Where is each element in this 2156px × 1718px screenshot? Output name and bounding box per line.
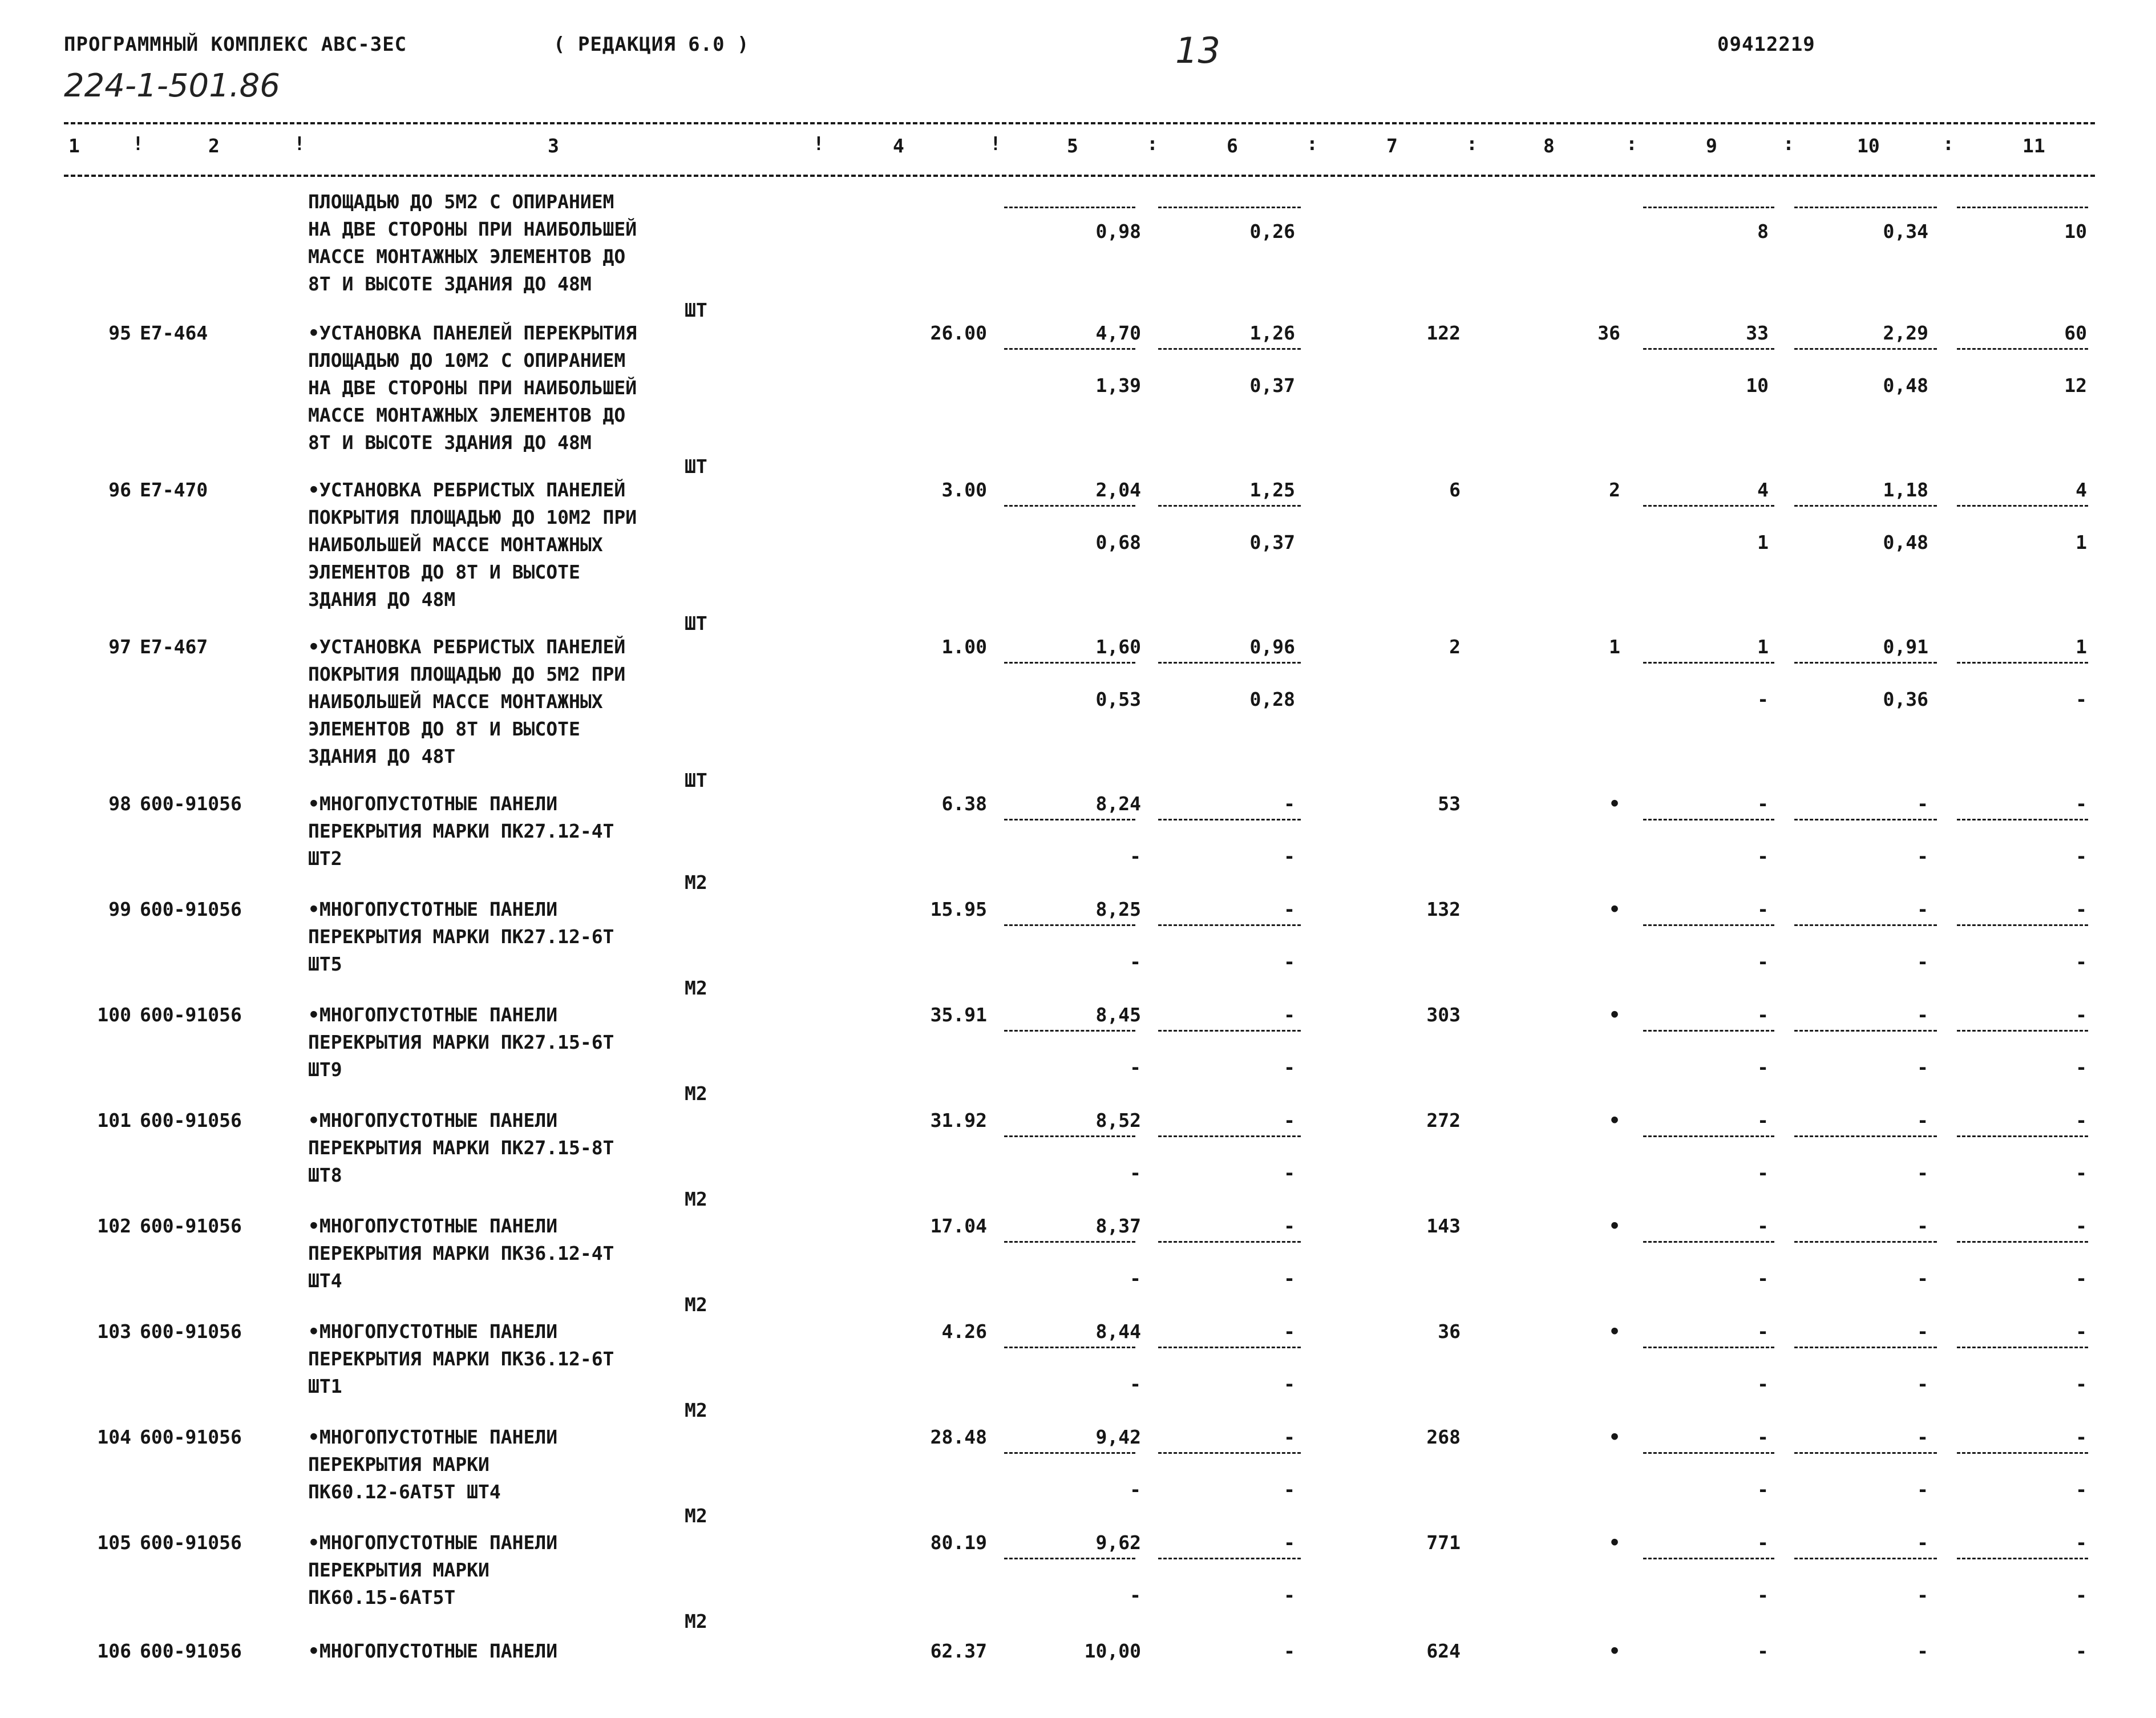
cell-c11: 1 xyxy=(2076,636,2087,658)
cell-divider xyxy=(1004,207,1135,208)
page-number: 13 xyxy=(1175,30,1220,71)
cell-c6: - xyxy=(1284,793,1295,815)
cell-c11: - xyxy=(2076,1109,2087,1131)
row-code: Е7-464 xyxy=(140,322,208,344)
cell-c11b: - xyxy=(2076,1373,2087,1395)
cell-divider xyxy=(1643,1135,1774,1137)
cell-c6b: - xyxy=(1284,1584,1295,1606)
cell-c10: - xyxy=(1917,1004,1928,1026)
cell-c7: 143 xyxy=(1426,1215,1461,1237)
cell-c11b: 1 xyxy=(2076,531,2087,553)
cell-c10: 0,91 xyxy=(1883,636,1928,658)
cell-c11: - xyxy=(2076,1320,2087,1343)
cell-c10: 1,18 xyxy=(1883,479,1928,501)
row-code: 600-91056 xyxy=(140,1004,242,1026)
handwritten-reference: 224-1-501.86 xyxy=(64,67,280,104)
cell-c10: - xyxy=(1917,793,1928,815)
cell-c5b: - xyxy=(1130,1584,1141,1606)
cell-c11: - xyxy=(2076,1640,2087,1662)
cell-c5b: - xyxy=(1130,1162,1141,1184)
cell-divider xyxy=(1643,348,1774,350)
cell-c5: 10,00 xyxy=(1084,1640,1141,1662)
row-description: •МНОГОПУСТОТНЫЕ ПАНЕЛИ ПЕРЕКРЫТИЯ МАРКИ ПК27.12-6Т ШТ5 xyxy=(308,898,614,975)
col-sep: ! xyxy=(294,132,305,155)
cell-c9: - xyxy=(1757,1109,1769,1131)
cell-c5: 8,37 xyxy=(1095,1215,1141,1237)
cell-c10b: - xyxy=(1917,1056,1928,1078)
cell-c4: 3.00 xyxy=(941,479,987,501)
cell-divider xyxy=(1957,662,2088,664)
row-number: 99 xyxy=(108,898,131,920)
cell-c6: - xyxy=(1284,1215,1295,1237)
cell-c11: - xyxy=(2076,898,2087,920)
cell-c11b: - xyxy=(2076,1056,2087,1078)
cell-c5: 8,44 xyxy=(1095,1320,1141,1343)
cell-c6b: - xyxy=(1284,1162,1295,1184)
header-bottom-rule xyxy=(64,175,2095,177)
cell-c11: - xyxy=(2076,1531,2087,1554)
cell-c10: - xyxy=(1917,1640,1928,1662)
cell-divider xyxy=(1643,1241,1774,1243)
row-number: 106 xyxy=(97,1640,131,1662)
cell-c9b: - xyxy=(1757,951,1769,973)
cell-divider xyxy=(1643,505,1774,507)
row-description: •УСТАНОВКА РЕБРИСТЫХ ПАНЕЛЕЙ ПОКРЫТИЯ ПЛОЩАДЬЮ ДО 10М2 ПРИ НАИБОЛЬШЕЙ МАССЕ МОНТАЖНЫХ ЭЛЕМЕНТОВ ДО 8Т И ВЫСОТЕ ЗДАНИЯ ДО 48М xyxy=(308,479,637,611)
cell-c11b: - xyxy=(2076,1584,2087,1606)
cell-c7: 624 xyxy=(1426,1640,1461,1662)
row-description: •УСТАНОВКА РЕБРИСТЫХ ПАНЕЛЕЙ ПОКРЫТИЯ ПЛОЩАДЬЮ ДО 5М2 ПРИ НАИБОЛЬШЕЙ МАССЕ МОНТАЖНЫХ ЭЛЕМЕНТОВ ДО 8Т И ВЫСОТЕ ЗДАНИЯ ДО 48Т xyxy=(308,636,626,767)
cell-divider xyxy=(1158,662,1301,664)
cell-c10b: 0,36 xyxy=(1883,688,1928,710)
row-unit: ШТ xyxy=(685,455,707,478)
cell-c5b: - xyxy=(1130,845,1141,867)
row-unit: М2 xyxy=(685,1610,707,1632)
row-code: 600-91056 xyxy=(140,1215,242,1237)
continued-unit: ШТ xyxy=(685,299,707,321)
cell-c8: 2 xyxy=(1609,479,1620,501)
cell-c9b: - xyxy=(1757,1584,1769,1606)
row-code: 600-91056 xyxy=(140,1320,242,1343)
row-code: 600-91056 xyxy=(140,1109,242,1131)
cell-divider xyxy=(1957,1135,2088,1137)
cell-c9: - xyxy=(1757,793,1769,815)
cell-divider xyxy=(1794,819,1937,820)
col-header-5: 5 xyxy=(1067,135,1078,157)
row-code: 600-91056 xyxy=(140,1640,242,1662)
row-number: 103 xyxy=(97,1320,131,1343)
cell-c9b: 10 xyxy=(1746,374,1769,397)
cell-c9: - xyxy=(1757,1531,1769,1554)
cell-c7: 122 xyxy=(1426,322,1461,344)
cell-divider xyxy=(1643,1452,1774,1454)
cell-c5: 8,52 xyxy=(1095,1109,1141,1131)
cell-c6b: - xyxy=(1284,1478,1295,1501)
cell-divider xyxy=(1957,348,2088,350)
cell-c7: 6 xyxy=(1449,479,1461,501)
row-unit: М2 xyxy=(685,1505,707,1527)
cell-c9b: - xyxy=(1757,1478,1769,1501)
cell-c11b: 12 xyxy=(2064,374,2087,397)
cell-c4: 62.37 xyxy=(930,1640,987,1662)
cell-divider xyxy=(1794,1030,1937,1032)
col-header-7: 7 xyxy=(1386,135,1398,157)
cell-divider xyxy=(1004,1030,1135,1032)
row-description: •МНОГОПУСТОТНЫЕ ПАНЕЛИ ПЕРЕКРЫТИЯ МАРКИ ПК27.15-8Т ШТ8 xyxy=(308,1109,614,1186)
cell-c11: 60 xyxy=(2064,322,2087,344)
cell-divider xyxy=(1158,1347,1301,1348)
cell-divider xyxy=(1957,1558,2088,1559)
cell-divider xyxy=(1004,924,1135,926)
row-description: •УСТАНОВКА ПАНЕЛЕЙ ПЕРЕКРЫТИЯ ПЛОЩАДЬЮ ДО 10М2 С ОПИРАНИЕМ НА ДВЕ СТОРОНЫ ПРИ НАИБОЛЬШЕЙ МАССЕ МОНТАЖНЫХ ЭЛЕМЕНТОВ ДО 8Т И ВЫСОТЕ ЗДАНИЯ ДО 48М xyxy=(308,322,637,454)
cell-divider xyxy=(1643,207,1774,208)
cell-divider xyxy=(1957,1241,2088,1243)
cell-c5b: 0,53 xyxy=(1095,688,1141,710)
cell-divider xyxy=(1957,1452,2088,1454)
cell-divider xyxy=(1957,1347,2088,1348)
cell-c7: 132 xyxy=(1426,898,1461,920)
cell-c11b: - xyxy=(2076,1478,2087,1501)
cell-c11b: - xyxy=(2076,1267,2087,1289)
cell-c5: 2,04 xyxy=(1095,479,1141,501)
row-number: 96 xyxy=(108,479,131,501)
cell-c11: 4 xyxy=(2076,479,2087,501)
cell-divider xyxy=(1957,819,2088,820)
continued-col6: 0,26 xyxy=(1249,220,1295,242)
cell-c6b: - xyxy=(1284,1373,1295,1395)
continued-col11: 10 xyxy=(2064,220,2087,242)
cell-c4: 26.00 xyxy=(930,322,987,344)
row-code: 600-91056 xyxy=(140,1531,242,1554)
cell-c7: 36 xyxy=(1438,1320,1461,1343)
cell-c7: 303 xyxy=(1426,1004,1461,1026)
col-header-2: 2 xyxy=(208,135,220,157)
cell-c9: 4 xyxy=(1757,479,1769,501)
cell-c7: 53 xyxy=(1438,793,1461,815)
cell-c11b: - xyxy=(2076,1162,2087,1184)
cell-c10: 2,29 xyxy=(1883,322,1928,344)
cell-divider xyxy=(1794,505,1937,507)
row-unit: М2 xyxy=(685,871,707,894)
continued-col10: 0,34 xyxy=(1883,220,1928,242)
cell-divider xyxy=(1158,207,1301,208)
cell-c11: - xyxy=(2076,1215,2087,1237)
cell-divider xyxy=(1643,1347,1774,1348)
cell-divider xyxy=(1643,662,1774,664)
cell-divider xyxy=(1158,819,1301,820)
row-number: 95 xyxy=(108,322,131,344)
cell-divider xyxy=(1158,1030,1301,1032)
row-code: Е7-470 xyxy=(140,479,208,501)
row-unit: ШТ xyxy=(685,612,707,634)
cell-c6b: 0,28 xyxy=(1249,688,1295,710)
cell-c7: 272 xyxy=(1426,1109,1461,1131)
cell-c6: - xyxy=(1284,1640,1295,1662)
cell-divider xyxy=(1794,207,1937,208)
cell-c5b: 0,68 xyxy=(1095,531,1141,553)
cell-c6: 0,96 xyxy=(1249,636,1295,658)
row-unit: М2 xyxy=(685,977,707,999)
row-code: 600-91056 xyxy=(140,1426,242,1448)
header-top-rule xyxy=(64,122,2095,124)
cell-c10b: 0,48 xyxy=(1883,374,1928,397)
cell-divider xyxy=(1794,924,1937,926)
cell-c10b: - xyxy=(1917,1162,1928,1184)
cell-c6b: - xyxy=(1284,1267,1295,1289)
cell-c4: 31.92 xyxy=(930,1109,987,1131)
cell-c4: 15.95 xyxy=(930,898,987,920)
cell-c5b: - xyxy=(1130,1373,1141,1395)
cell-c4: 4.26 xyxy=(941,1320,987,1343)
cell-c9b: 1 xyxy=(1757,531,1769,553)
cell-c10b: - xyxy=(1917,845,1928,867)
cell-c6: 1,26 xyxy=(1249,322,1295,344)
row-unit: ШТ xyxy=(685,769,707,791)
cell-divider xyxy=(1643,819,1774,820)
cell-c5b: 1,39 xyxy=(1095,374,1141,397)
cell-c10: - xyxy=(1917,1215,1928,1237)
row-description: •МНОГОПУСТОТНЫЕ ПАНЕЛИ ПЕРЕКРЫТИЯ МАРКИ ПК27.12-4Т ШТ2 xyxy=(308,793,614,870)
cell-c9: - xyxy=(1757,1640,1769,1662)
cell-divider xyxy=(1004,819,1135,820)
col-header-11: 11 xyxy=(2022,135,2045,157)
col-header-9: 9 xyxy=(1706,135,1717,157)
document-code: 09412219 xyxy=(1717,33,1815,56)
cell-c6: - xyxy=(1284,898,1295,920)
cell-divider xyxy=(1004,662,1135,664)
cell-divider xyxy=(1957,1030,2088,1032)
cell-divider xyxy=(1794,1558,1937,1559)
cell-c8: • xyxy=(1609,1640,1620,1662)
col-sep: : xyxy=(1147,132,1158,155)
cell-c4: 6.38 xyxy=(941,793,987,815)
cell-c9: 33 xyxy=(1746,322,1769,344)
cell-divider xyxy=(1004,505,1135,507)
cell-c6: - xyxy=(1284,1426,1295,1448)
cell-divider xyxy=(1158,1135,1301,1137)
cell-c9: - xyxy=(1757,898,1769,920)
cell-divider xyxy=(1643,1558,1774,1559)
cell-c9b: - xyxy=(1757,1056,1769,1078)
row-number: 97 xyxy=(108,636,131,658)
cell-divider xyxy=(1158,1452,1301,1454)
cell-c5b: - xyxy=(1130,951,1141,973)
col-sep: ! xyxy=(813,132,824,155)
cell-c5b: - xyxy=(1130,1267,1141,1289)
cell-divider xyxy=(1794,1452,1937,1454)
cell-c9: - xyxy=(1757,1320,1769,1343)
cell-c6b: 0,37 xyxy=(1249,374,1295,397)
cell-divider xyxy=(1004,1241,1135,1243)
cell-c11b: - xyxy=(2076,845,2087,867)
cell-divider xyxy=(1794,1347,1937,1348)
cell-c8: • xyxy=(1609,1215,1620,1237)
cell-c7: 268 xyxy=(1426,1426,1461,1448)
row-unit: М2 xyxy=(685,1188,707,1210)
col-header-6: 6 xyxy=(1227,135,1238,157)
cell-c4: 1.00 xyxy=(941,636,987,658)
cell-divider xyxy=(1957,505,2088,507)
cell-c10b: - xyxy=(1917,1584,1928,1606)
cell-c9: - xyxy=(1757,1426,1769,1448)
cell-c9b: - xyxy=(1757,1162,1769,1184)
cell-c9: 1 xyxy=(1757,636,1769,658)
cell-c9: - xyxy=(1757,1215,1769,1237)
cell-c10: - xyxy=(1917,1426,1928,1448)
cell-c9: - xyxy=(1757,1004,1769,1026)
row-number: 102 xyxy=(97,1215,131,1237)
cell-c10: - xyxy=(1917,898,1928,920)
cell-divider xyxy=(1158,348,1301,350)
cell-c10: - xyxy=(1917,1109,1928,1131)
cell-c6: - xyxy=(1284,1320,1295,1343)
continued-description: ПЛОЩАДЬЮ ДО 5М2 С ОПИРАНИЕМ НА ДВЕ СТОРОНЫ ПРИ НАИБОЛЬШЕЙ МАССЕ МОНТАЖНЫХ ЭЛЕМЕНТОВ ДО 8Т И ВЫСОТЕ ЗДАНИЯ ДО 48М xyxy=(308,191,637,295)
cell-c5: 8,45 xyxy=(1095,1004,1141,1026)
row-unit: М2 xyxy=(685,1082,707,1105)
col-sep: : xyxy=(1466,132,1478,155)
cell-c6b: - xyxy=(1284,1056,1295,1078)
cell-c6b: - xyxy=(1284,845,1295,867)
cell-c7: 2 xyxy=(1449,636,1461,658)
row-description: •МНОГОПУСТОТНЫЕ ПАНЕЛИ ПЕРЕКРЫТИЯ МАРКИ ПК36.12-4Т ШТ4 xyxy=(308,1215,614,1292)
row-description: •МНОГОПУСТОТНЫЕ ПАНЕЛИ ПЕРЕКРЫТИЯ МАРКИ ПК36.12-6Т ШТ1 xyxy=(308,1320,614,1397)
row-description: •МНОГОПУСТОТНЫЕ ПАНЕЛИ ПЕРЕКРЫТИЯ МАРКИ ПК60.12-6АТ5Т ШТ4 xyxy=(308,1426,558,1503)
cell-c8: • xyxy=(1609,898,1620,920)
cell-c5: 1,60 xyxy=(1095,636,1141,658)
col-sep: ! xyxy=(132,132,144,155)
cell-c5b: - xyxy=(1130,1056,1141,1078)
cell-divider xyxy=(1004,348,1135,350)
cell-c9b: - xyxy=(1757,1373,1769,1395)
cell-divider xyxy=(1004,1135,1135,1137)
cell-c6: - xyxy=(1284,1109,1295,1131)
cell-divider xyxy=(1794,1241,1937,1243)
row-number: 98 xyxy=(108,793,131,815)
col-header-10: 10 xyxy=(1857,135,1880,157)
col-header-3: 3 xyxy=(548,135,559,157)
cell-c6: - xyxy=(1284,1531,1295,1554)
cell-c10: - xyxy=(1917,1531,1928,1554)
cell-divider xyxy=(1004,1347,1135,1348)
row-code: 600-91056 xyxy=(140,793,242,815)
cell-c5: 9,62 xyxy=(1095,1531,1141,1554)
cell-c11b: - xyxy=(2076,688,2087,710)
row-description: •МНОГОПУСТОТНЫЕ ПАНЕЛИ ПЕРЕКРЫТИЯ МАРКИ ПК60.15-6АТ5Т xyxy=(308,1531,558,1608)
cell-divider xyxy=(1158,505,1301,507)
cell-c11: - xyxy=(2076,1004,2087,1026)
cell-divider xyxy=(1158,1558,1301,1559)
col-sep: : xyxy=(1783,132,1794,155)
cell-c8: • xyxy=(1609,793,1620,815)
cell-c8: 1 xyxy=(1609,636,1620,658)
cell-c10b: 0,48 xyxy=(1883,531,1928,553)
row-code: 600-91056 xyxy=(140,898,242,920)
col-header-1: 1 xyxy=(68,135,80,157)
cell-c4: 35.91 xyxy=(930,1004,987,1026)
cell-c7: 771 xyxy=(1426,1531,1461,1554)
program-title: ПРОГРАММНЫЙ КОМПЛЕКС АВС-ЗЕС xyxy=(64,33,407,56)
cell-c5b: - xyxy=(1130,1478,1141,1501)
col-sep: : xyxy=(1626,132,1637,155)
continued-col5: 0,98 xyxy=(1095,220,1141,242)
cell-divider xyxy=(1957,924,2088,926)
cell-divider xyxy=(1004,1558,1135,1559)
cell-c9b: - xyxy=(1757,1267,1769,1289)
continued-col9: 8 xyxy=(1757,220,1769,242)
row-number: 100 xyxy=(97,1004,131,1026)
cell-c8: • xyxy=(1609,1320,1620,1343)
col-sep: : xyxy=(1943,132,1954,155)
cell-c5: 8,24 xyxy=(1095,793,1141,815)
cell-c9b: - xyxy=(1757,688,1769,710)
cell-c10b: - xyxy=(1917,1373,1928,1395)
cell-divider xyxy=(1004,1452,1135,1454)
row-unit: М2 xyxy=(685,1293,707,1316)
cell-c5: 9,42 xyxy=(1095,1426,1141,1448)
cell-c4: 17.04 xyxy=(930,1215,987,1237)
cell-divider xyxy=(1794,662,1937,664)
col-header-8: 8 xyxy=(1543,135,1555,157)
cell-c10: - xyxy=(1917,1320,1928,1343)
cell-c10b: - xyxy=(1917,1478,1928,1501)
row-number: 101 xyxy=(97,1109,131,1131)
cell-divider xyxy=(1794,1135,1937,1137)
row-code: Е7-467 xyxy=(140,636,208,658)
cell-divider xyxy=(1794,348,1937,350)
cell-c10b: - xyxy=(1917,951,1928,973)
cell-c8: 36 xyxy=(1597,322,1620,344)
cell-c11b: - xyxy=(2076,951,2087,973)
cell-divider xyxy=(1643,924,1774,926)
cell-c8: • xyxy=(1609,1531,1620,1554)
col-header-4: 4 xyxy=(893,135,904,157)
row-number: 105 xyxy=(97,1531,131,1554)
cell-c6: 1,25 xyxy=(1249,479,1295,501)
col-sep: ! xyxy=(990,132,1001,155)
cell-c8: • xyxy=(1609,1004,1620,1026)
cell-c5: 4,70 xyxy=(1095,322,1141,344)
cell-c9b: - xyxy=(1757,845,1769,867)
cell-divider xyxy=(1158,924,1301,926)
cell-c8: • xyxy=(1609,1109,1620,1131)
cell-c11: - xyxy=(2076,793,2087,815)
row-description: •МНОГОПУСТОТНЫЕ ПАНЕЛИ xyxy=(308,1640,558,1662)
cell-c10b: - xyxy=(1917,1267,1928,1289)
edition-label: ( РЕДАКЦИЯ 6.0 ) xyxy=(553,33,750,56)
row-number: 104 xyxy=(97,1426,131,1448)
row-unit: М2 xyxy=(685,1399,707,1421)
cell-c11: - xyxy=(2076,1426,2087,1448)
cell-c5: 8,25 xyxy=(1095,898,1141,920)
row-description: •МНОГОПУСТОТНЫЕ ПАНЕЛИ ПЕРЕКРЫТИЯ МАРКИ ПК27.15-6Т ШТ9 xyxy=(308,1004,614,1081)
cell-c4: 28.48 xyxy=(930,1426,987,1448)
cell-c6b: - xyxy=(1284,951,1295,973)
cell-c6: - xyxy=(1284,1004,1295,1026)
cell-divider xyxy=(1643,1030,1774,1032)
cell-divider xyxy=(1158,1241,1301,1243)
cell-c4: 80.19 xyxy=(930,1531,987,1554)
cell-c6b: 0,37 xyxy=(1249,531,1295,553)
cell-c8: • xyxy=(1609,1426,1620,1448)
col-sep: : xyxy=(1306,132,1318,155)
cell-divider xyxy=(1957,207,2088,208)
